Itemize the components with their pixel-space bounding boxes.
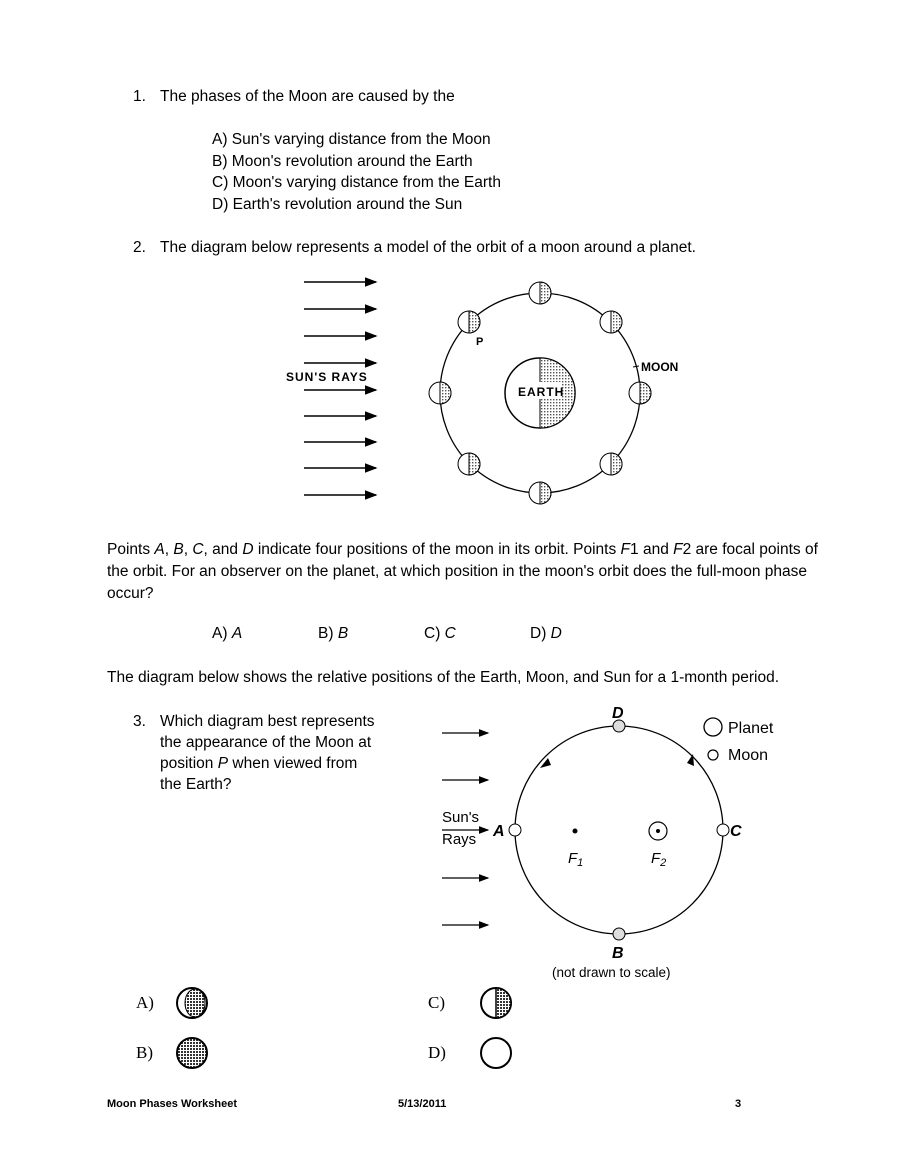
orbit-moon: [458, 453, 480, 475]
footer-center: 5/13/2011: [398, 1098, 447, 1110]
orbit-direction-arrow: [540, 758, 551, 768]
focus-f2-dot: [656, 829, 660, 833]
f1-letter: F: [568, 850, 578, 867]
text-run: ,: [183, 541, 193, 558]
orbit-moon: [600, 453, 622, 475]
sun-rays-arrows-2: [442, 733, 488, 925]
moon-label: MOON: [641, 360, 679, 374]
earth-planet: [505, 358, 575, 428]
question-1-number: 1.: [133, 88, 146, 105]
point-p-label: P: [476, 336, 484, 348]
q3-option-c-moon[interactable]: [476, 986, 516, 1020]
footer-left: Moon Phases Worksheet: [107, 1098, 237, 1110]
f1-sub: 1: [577, 857, 584, 869]
moon-label-pointer: [633, 366, 639, 367]
question-3-line-4: the Earth?: [160, 776, 232, 793]
italic-b: B: [173, 541, 184, 558]
q3-option-d-label[interactable]: D): [428, 1043, 446, 1062]
f2-sub: 2: [660, 857, 667, 869]
footer-page-number: 3: [735, 1098, 742, 1110]
italic-d: D: [242, 541, 254, 558]
f2-letter: F: [651, 850, 661, 867]
text-run: position: [160, 755, 218, 772]
q3-option-d-moon[interactable]: [476, 1036, 516, 1070]
choice-letter: C: [444, 625, 456, 642]
q3-option-a-label[interactable]: A): [136, 993, 154, 1012]
question-3-line-3: [160, 753, 375, 774]
points-paragraph: [107, 539, 827, 605]
orbit-moon: [429, 382, 451, 404]
question-3-number: 3.: [133, 713, 146, 730]
focal-orbit-diagram: [430, 700, 790, 990]
text-run: 1: [630, 541, 639, 558]
choice-prefix: D): [530, 625, 551, 642]
f2-label: [651, 850, 666, 869]
scale-note: (not drawn to scale): [552, 965, 671, 980]
italic-a: A: [154, 541, 165, 558]
points-choice-c[interactable]: [424, 625, 456, 643]
text-run: 2: [682, 541, 692, 558]
sun-rays-arrows: [304, 282, 376, 495]
choice-prefix: C): [424, 625, 445, 642]
moon-position-b: [613, 928, 625, 940]
earth-label: EARTH: [518, 385, 565, 399]
italic-f2: F: [673, 541, 683, 558]
legend-moon-icon: [708, 750, 718, 760]
legend-planet-label: Planet: [728, 720, 774, 737]
question-1-choice-a[interactable]: A) Sun's varying distance from the Moon: [212, 131, 491, 148]
text-run: when viewed from: [228, 755, 358, 772]
suns-rays-label: SUN'S RAYS: [286, 370, 368, 384]
question-1-choice-c[interactable]: C) Moon's varying distance from the Earth: [212, 174, 501, 191]
q3-option-a-moon[interactable]: [172, 986, 212, 1020]
question-1: [133, 86, 146, 107]
question-1-choices: [212, 129, 501, 215]
italic-f1: F: [620, 541, 631, 558]
italic-c: C: [192, 541, 204, 558]
question-2-stem: The diagram below represents a model of the orbit of a moon around a planet.: [160, 239, 696, 256]
choice-prefix: A): [212, 625, 232, 642]
moon-orbit-diagram: [280, 270, 679, 510]
q3-option-b-label[interactable]: B): [136, 1043, 153, 1062]
question-1-choice-b[interactable]: B) Moon's revolution around the Earth: [212, 152, 473, 170]
orbit-moon: [529, 482, 551, 504]
orbit-direction-arrow: [687, 754, 694, 766]
orbit-moon: [600, 311, 622, 333]
orbit-moon-p: [458, 311, 480, 333]
question-3-line-2: the appearance of the Moon at: [160, 734, 372, 751]
text-run: indicate four positions of the moon in its orbit. Points: [253, 541, 621, 558]
question-2-number: 2.: [133, 239, 146, 256]
points-choice-a[interactable]: [212, 625, 242, 643]
question-1-stem: The phases of the Moon are caused by the: [160, 88, 455, 105]
text-run: Points: [107, 541, 155, 558]
choice-letter: A: [231, 625, 243, 642]
choice-prefix: B): [318, 625, 338, 642]
orbit-moon: [629, 382, 651, 404]
rays-label: Rays: [442, 831, 477, 848]
moon-position-c: [717, 824, 729, 836]
focus-f1-dot: [573, 829, 578, 834]
f1-label: [568, 850, 583, 869]
point-b-label: B: [612, 945, 624, 962]
text-run: ,: [164, 541, 174, 558]
point-a-label: A: [493, 823, 505, 840]
point-c-label: C: [730, 823, 742, 840]
text-run: , and: [203, 541, 243, 558]
question-1-choice-d[interactable]: D) Earth's revolution around the Sun: [212, 195, 463, 213]
point-d-label: D: [612, 705, 624, 722]
legend-planet-icon: [704, 718, 722, 736]
relative-positions-text: The diagram below shows the relative positions of the Earth, Moon, and Sun for a 1-month period.: [107, 669, 780, 686]
text-run: and: [638, 541, 674, 558]
q3-option-c-label[interactable]: C): [428, 993, 445, 1012]
legend-moon-label: Moon: [728, 747, 769, 764]
choice-letter: B: [337, 625, 349, 642]
suns-label: Sun's: [442, 809, 480, 826]
orbit-moon: [529, 282, 551, 304]
italic-p: P: [217, 755, 229, 772]
text-run: are focal points of the orbit. For an observer on the planet, at which position in the moon's orbit does the full-moon phase occur?: [107, 541, 818, 602]
moon-position-a: [509, 824, 521, 836]
points-choice-b[interactable]: [318, 625, 348, 643]
choice-letter: D: [550, 625, 562, 642]
points-choice-d[interactable]: [530, 625, 562, 643]
q3-option-b-moon[interactable]: [172, 1036, 212, 1070]
question-3-stem: [160, 711, 375, 795]
question-3-line-1: Which diagram best represents: [160, 713, 375, 730]
